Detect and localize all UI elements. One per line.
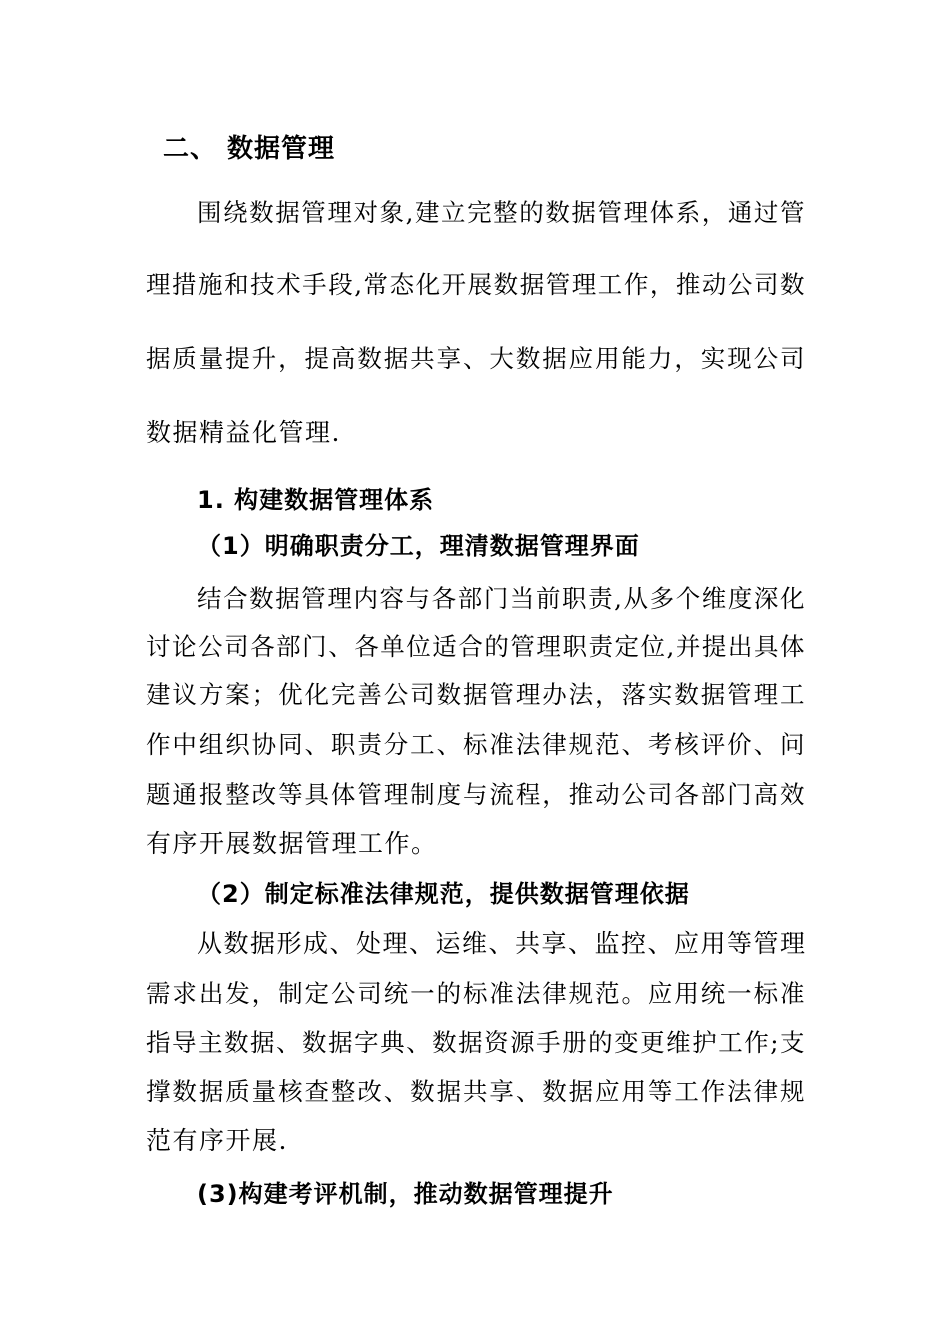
- item2-line-2: 需求出发，制定公司统一的标准法律规范。应用统一标准: [146, 979, 806, 1008]
- item1-line-1: 结合数据管理内容与各部门当前职责,从多个维度深化: [197, 584, 806, 613]
- item2-heading: （2）制定标准法律规范，提供数据管理依据: [197, 880, 690, 908]
- intro-line-2: 理措施和技术手段,常态化开展数据管理工作，推动公司数: [146, 270, 806, 299]
- item1-line-6: 有序开展数据管理工作。: [146, 829, 438, 858]
- item3-heading: (3)构建考评机制，推动数据管理提升: [197, 1180, 614, 1208]
- item1-line-2: 讨论公司各部门、各单位适合的管理职责定位,并提出具体: [146, 632, 806, 661]
- intro-line-4: 数据精益化管理.: [146, 418, 341, 447]
- section-title: 二、 数据管理: [163, 134, 336, 164]
- item2-line-1: 从数据形成、处理、运维、共享、监控、应用等管理: [197, 929, 807, 958]
- intro-line-1: 围绕数据管理对象,建立完整的数据管理体系，通过管: [197, 198, 806, 227]
- intro-line-3: 据质量提升，提高数据共享、大数据应用能力，实现公司: [146, 344, 806, 373]
- item2-line-5: 范有序开展.: [146, 1126, 288, 1155]
- item1-heading: （1）明确职责分工，理清数据管理界面: [197, 532, 640, 560]
- sub-title-1: 1. 构建数据管理体系: [197, 486, 435, 514]
- item1-line-4: 作中组织协同、职责分工、标准法律规范、考核评价、问: [146, 730, 806, 759]
- item2-line-3: 指导主数据、数据字典、数据资源手册的变更维护工作;支: [146, 1028, 806, 1057]
- item1-line-3: 建议方案；优化完善公司数据管理办法，落实数据管理工: [146, 680, 806, 709]
- item2-line-4: 撑数据质量核查整改、数据共享、数据应用等工作法律规: [146, 1077, 806, 1106]
- item1-line-5: 题通报整改等具体管理制度与流程，推动公司各部门高效: [146, 780, 806, 809]
